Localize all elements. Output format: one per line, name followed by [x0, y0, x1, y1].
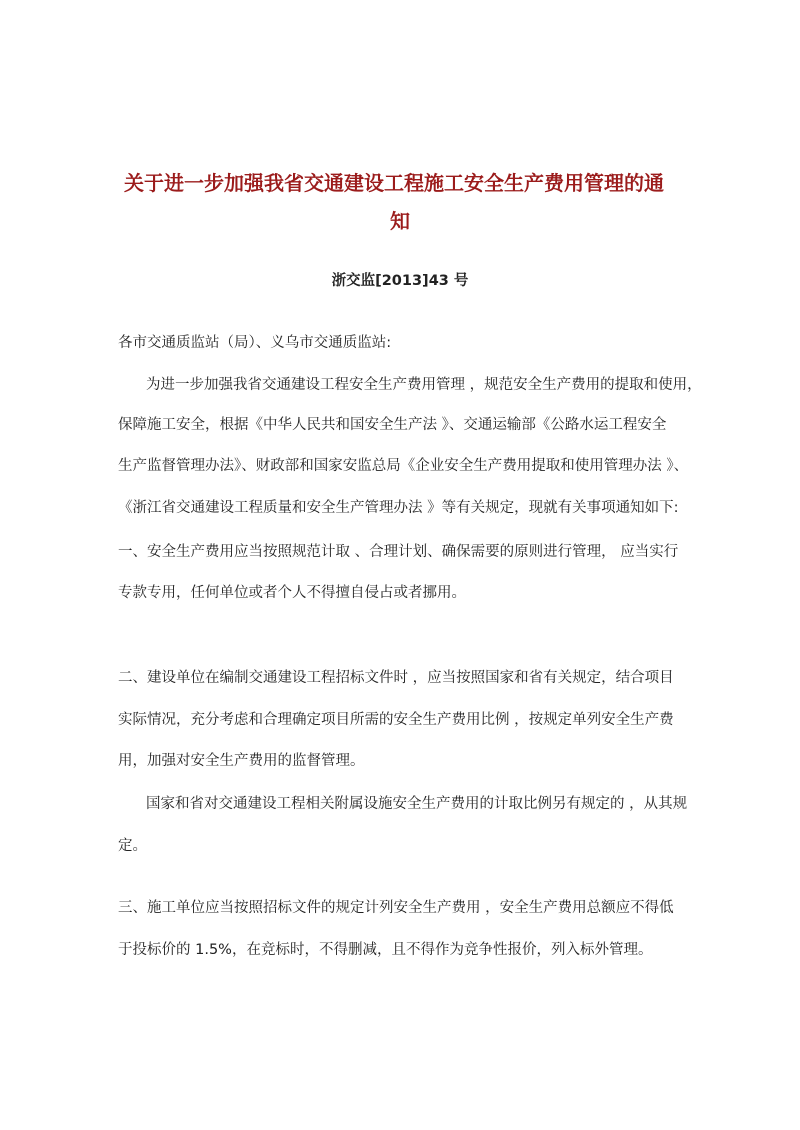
- section-1-line-2: 专款专用，任何单位或者个人不得擅自侵占或者挪用。: [118, 585, 466, 601]
- intro-line-4: 《浙江省交通建设工程质量和安全生产管理办法 》等有关规定，现就有关事项通知如下:: [118, 500, 679, 516]
- document-title-line-2: 知: [390, 209, 410, 233]
- section-2-line-2: 实际情况，充分考虑和合理确定项目所需的安全生产费用比例 ，按规定单列安全生产费: [118, 712, 674, 728]
- section-2-line-3: 用，加强对安全生产费用的监督管理。: [118, 753, 365, 769]
- section-2-line-1: 二、建设单位在编制交通建设工程招标文件时 ，应当按照国家和省有关规定，结合项目: [118, 670, 674, 686]
- document-title-line-1: 关于进一步加强我省交通建设工程施工安全生产费用管理的通: [124, 171, 664, 195]
- intro-line-2: 保障施工安全，根据《中华人民共和国安全生产法 》、交通运输部《公路水运工程安全: [118, 417, 667, 433]
- salutation: 各市交通质监站（局）、义乌市交通质监站:: [118, 335, 392, 351]
- section-2-note-line-2: 定。: [118, 838, 147, 854]
- section-2-note-line-1: 国家和省对交通建设工程相关附属设施安全生产费用的计取比例另有规定的 ，从其规: [146, 796, 688, 812]
- intro-line-3: 生产监督管理办法》、财政部和国家安监总局《企业安全生产费用提取和使用管理办法 》、: [118, 458, 689, 474]
- intro-line-1: 为进一步加强我省交通建设工程安全生产费用管理 ，规范安全生产费用的提取和使用，: [146, 377, 702, 393]
- section-1-line-1: 一、安全生产费用应当按照规范计取 、合理计划、确保需要的原则进行管理， 应当实行: [118, 544, 679, 560]
- section-3-line-2: 于投标价的 1.5%，在竞标时，不得删减，且不得作为竞争性报价，列入标外管理。: [118, 942, 653, 958]
- section-3-line-1: 三、施工单位应当按照招标文件的规定计列安全生产费用 ，安全生产费用总额应不得低: [118, 900, 674, 916]
- document-number: 浙交监[2013]43 号: [331, 273, 469, 289]
